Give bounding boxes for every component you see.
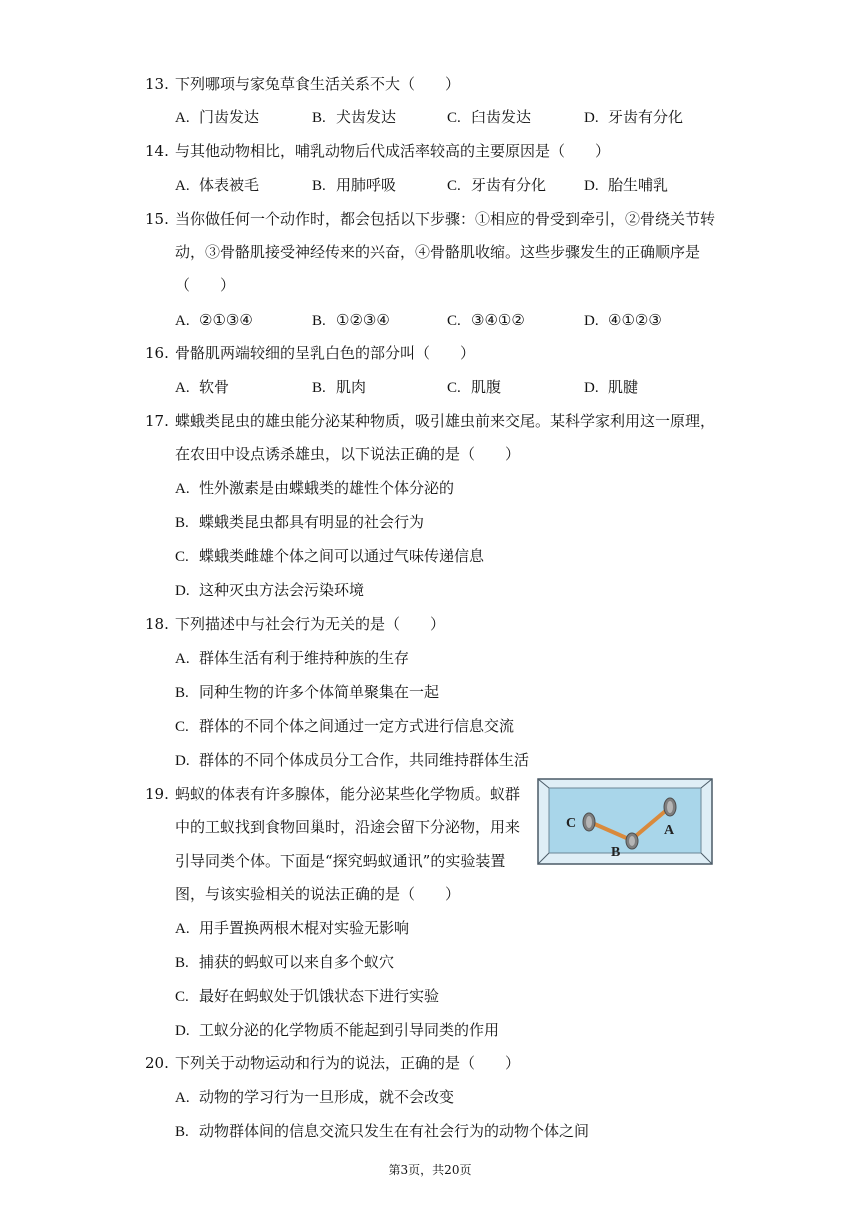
- question-14-option-d: [584, 175, 668, 196]
- option-text: 臼齿发达: [471, 108, 532, 126]
- question-15-number: 15.: [145, 210, 169, 228]
- option-text: 牙齿有分化: [608, 108, 684, 126]
- question-17-option-b: [175, 512, 424, 533]
- option-text: 这种灭虫方法会污染环境: [199, 581, 365, 599]
- question-13-number: 13.: [145, 75, 169, 93]
- option-key: B.: [175, 955, 189, 971]
- question-19-stem-line-2: 中的工蚁找到食物回巢时，沿途会留下分泌物，用来: [175, 818, 521, 836]
- option-text: 动物的学习行为一旦形成，就不会改变: [199, 1088, 455, 1106]
- question-20-number: 20.: [145, 1054, 169, 1072]
- option-text: 肌腱: [608, 378, 639, 396]
- option-text: 牙齿有分化: [471, 176, 547, 194]
- question-16-stem: 骨骼肌两端较细的呈乳白色的部分叫（ ）: [175, 344, 476, 362]
- question-20-option-b: [175, 1121, 589, 1142]
- option-key: A.: [175, 921, 190, 937]
- label-b: B: [611, 845, 621, 860]
- question-19-option-a: [175, 918, 409, 939]
- question-15-stem-line-2: 动，③骨骼肌接受神经传来的兴奋，④骨骼肌收缩。这些步骤发生的正确顺序是: [175, 243, 701, 261]
- option-key: A.: [175, 651, 190, 667]
- option-text: 用肺呼吸: [336, 176, 397, 194]
- question-13-option-b: [312, 107, 396, 128]
- option-text: 群体的不同个体成员分工合作，共同维持群体生活: [199, 751, 530, 769]
- option-key: D.: [584, 380, 599, 396]
- label-c: C: [566, 816, 577, 831]
- option-key: B.: [312, 313, 326, 329]
- question-16-option-a: [175, 377, 229, 398]
- option-text: ②①③④: [199, 311, 253, 329]
- question-15-option-b: [312, 310, 390, 331]
- option-key: B.: [175, 685, 189, 701]
- question-15-option-a: [175, 310, 253, 331]
- option-key: B.: [312, 178, 326, 194]
- question-14-number: 14.: [145, 142, 169, 160]
- option-text: 工蚁分泌的化学物质不能起到引导同类的作用: [199, 1021, 500, 1039]
- option-text: 捕获的蚂蚁可以来自多个蚁穴: [199, 953, 395, 971]
- question-19-option-b: [175, 952, 394, 973]
- question-17-option-c: [175, 546, 484, 567]
- option-key: B.: [312, 110, 326, 126]
- option-text: 蝶蛾类雌雄个体之间可以通过气味传递信息: [199, 547, 485, 565]
- option-text: 动物群体间的信息交流只发生在有社会行为的动物个体之间: [199, 1122, 590, 1140]
- option-key: A.: [175, 1090, 190, 1106]
- question-18-option-c: [175, 716, 514, 737]
- question-19-number: 19.: [145, 785, 169, 803]
- question-13-option-a: [175, 107, 259, 128]
- question-17-option-a: [175, 478, 454, 499]
- question-18-stem: 下列描述中与社会行为无关的是（ ）: [175, 615, 446, 633]
- option-key: B.: [175, 515, 189, 531]
- option-key: C.: [175, 989, 189, 1005]
- option-key: A.: [175, 178, 190, 194]
- option-key: C.: [447, 313, 461, 329]
- option-text: 群体的不同个体之间通过一定方式进行信息交流: [199, 717, 515, 735]
- question-14-option-a: [175, 175, 259, 196]
- option-text: 最好在蚂蚁处于饥饿状态下进行实验: [199, 987, 440, 1005]
- option-key: D.: [175, 753, 190, 769]
- question-14-option-c: [447, 175, 546, 196]
- option-text: ③④①②: [471, 311, 525, 329]
- question-15-option-c: [447, 310, 525, 331]
- option-key: B.: [175, 1124, 189, 1140]
- question-15-stem-line-3: （ ）: [175, 276, 236, 294]
- option-key: C.: [447, 380, 461, 396]
- island-c-top: [586, 816, 592, 828]
- option-text: 肌腹: [471, 378, 502, 396]
- option-key: C.: [175, 549, 189, 565]
- question-17-number: 17.: [145, 412, 169, 430]
- question-20-option-a: [175, 1087, 454, 1108]
- option-key: D.: [584, 178, 599, 194]
- question-16-option-b: [312, 377, 366, 398]
- question-16-option-c: [447, 377, 501, 398]
- question-19-option-c: [175, 986, 439, 1007]
- question-16-number: 16.: [145, 344, 169, 362]
- question-15-option-d: [584, 310, 662, 331]
- option-key: D.: [584, 110, 599, 126]
- option-text: 用手置换两根木棍对实验无影响: [199, 919, 410, 937]
- option-text: ①②③④: [336, 311, 390, 329]
- option-text: 软骨: [199, 378, 230, 396]
- question-19-stem-line-4: 图，与该实验相关的说法正确的是（ ）: [175, 885, 461, 903]
- option-text: 胎生哺乳: [608, 176, 669, 194]
- option-key: A.: [175, 380, 190, 396]
- question-18-number: 18.: [145, 615, 169, 633]
- question-19-stem-line-3: 引导同类个体。下面是“探究蚂蚁通讯”的实验装置: [175, 852, 506, 870]
- question-14-stem: 与其他动物相比，哺乳动物后代成活率较高的主要原因是（ ）: [175, 142, 611, 160]
- ant-experiment-diagram: [537, 778, 713, 865]
- option-text: 肌肉: [336, 378, 367, 396]
- option-text: ④①②③: [608, 311, 662, 329]
- option-key: B.: [312, 380, 326, 396]
- option-key: A.: [175, 313, 190, 329]
- option-key: C.: [175, 719, 189, 735]
- question-13-option-c: [447, 107, 531, 128]
- option-key: D.: [584, 313, 599, 329]
- question-18-option-b: [175, 682, 439, 703]
- question-13-option-d: [584, 107, 683, 128]
- question-19-option-d: [175, 1020, 499, 1041]
- option-key: C.: [447, 178, 461, 194]
- option-text: 同种生物的许多个体简单聚集在一起: [199, 683, 440, 701]
- question-20-stem: 下列关于动物运动和行为的说法，正确的是（ ）: [175, 1054, 521, 1072]
- question-17-stem-line-2: 在农田中设点诱杀雄虫，以下说法正确的是（ ）: [175, 445, 521, 463]
- label-a: A: [664, 823, 675, 838]
- question-17-stem-line-1: 蝶蛾类昆虫的雄虫能分泌某种物质，吸引雄虫前来交尾。某科学家利用这一原理，: [175, 412, 716, 430]
- option-text: 群体生活有利于维持种族的生存: [199, 649, 410, 667]
- option-key: D.: [175, 1023, 190, 1039]
- question-14-option-b: [312, 175, 396, 196]
- question-19-stem-line-1: 蚂蚁的体表有许多腺体，能分泌某些化学物质。蚁群: [175, 785, 521, 803]
- option-key: A.: [175, 481, 190, 497]
- option-text: 体表被毛: [199, 176, 260, 194]
- question-18-option-a: [175, 648, 409, 669]
- question-15-stem-line-1: 当你做任何一个动作时，都会包括以下步骤：①相应的骨受到牵引，②骨绕关节转: [175, 210, 716, 228]
- island-a-top: [667, 801, 673, 813]
- question-16-option-d: [584, 377, 638, 398]
- option-text: 门齿发达: [199, 108, 260, 126]
- island-b-top: [629, 836, 635, 846]
- option-text: 性外激素是由蝶蛾类的雄性个体分泌的: [199, 479, 455, 497]
- page-footer: 第3页，共20页: [388, 1163, 472, 1177]
- question-13-stem: 下列哪项与家兔草食生活关系不大（ ）: [175, 75, 461, 93]
- option-text: 蝶蛾类昆虫都具有明显的社会行为: [199, 513, 425, 531]
- ant-experiment-figure: [537, 778, 713, 865]
- question-17-option-d: [175, 580, 364, 601]
- option-key: A.: [175, 110, 190, 126]
- question-18-option-d: [175, 750, 529, 771]
- option-key: C.: [447, 110, 461, 126]
- option-key: D.: [175, 583, 190, 599]
- option-text: 犬齿发达: [336, 108, 397, 126]
